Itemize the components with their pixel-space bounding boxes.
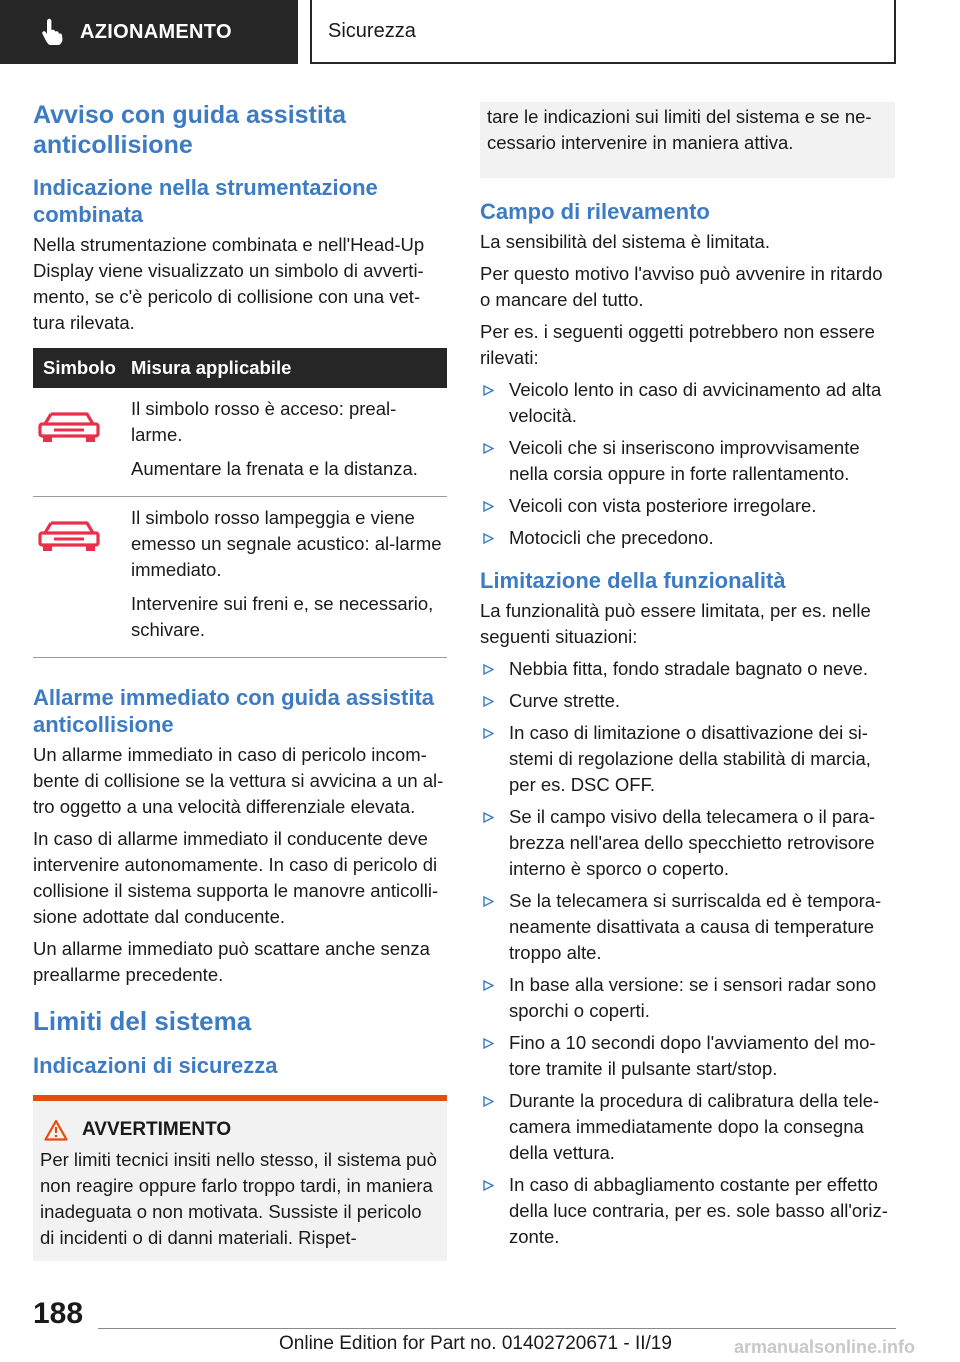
left-column	[33, 100, 447, 1261]
measure-text: Intervenire sui freni e, se necessario, schivare.	[131, 593, 434, 640]
table-row	[33, 497, 447, 658]
list-item-text: Motocicli che precedono.	[509, 527, 714, 548]
header-page-title: Sicurezza	[328, 19, 416, 42]
list-item-text: In caso di abbagliamento costante per effetto della luce contraria, per es. sole basso all'oriz-zonte.	[509, 1174, 888, 1247]
list-item-text: Se il campo visivo della telecamera o il para-brezza nell'area dello specchietto retrovisore interno è sporco o coperto.	[509, 806, 876, 879]
symbol-cell	[33, 388, 131, 497]
list-item-text: In base alla versione: se i sensori radar sono sporchi o coperti.	[509, 974, 877, 1021]
paragraph-instrument-display: Nella strumentazione combinata e nell'Head-Up Display viene visualizzato un simbolo di avverti-mento, se c'è pericolo di collisione con una vet-tura rilevata.	[33, 234, 425, 333]
triangle-bullet-icon	[483, 1038, 494, 1049]
header-section-label: AZIONAMENTO	[80, 20, 232, 43]
list-item	[480, 720, 895, 798]
warning-header	[40, 1119, 440, 1141]
list-item	[480, 435, 895, 487]
symbol-cell	[33, 497, 131, 658]
car-warning-icon	[37, 519, 101, 553]
heading-immediate-alarm: Allarme immediato con guida assistita anticollisione	[33, 685, 435, 737]
touch-hand-icon	[36, 17, 66, 47]
heading-safety-notes: Indicazioni di sicurezza	[33, 1053, 278, 1078]
paragraph-alarm-2: In caso di allarme immediato il conducente deve intervenire autonomamente. In caso di pericolo di collisione il sistema supporta le manovre anticolli-sione adottate dal conducente.	[33, 828, 439, 927]
heading-collision-warning: Avviso con guida assistita anticollisione	[33, 101, 347, 159]
list-item	[480, 377, 895, 429]
list-item	[480, 888, 895, 966]
heading-system-limits: Limiti del sistema	[33, 1006, 252, 1036]
list-item	[480, 688, 895, 714]
list-item-text: In caso di limitazione o disattivazione dei si-stemi di regolazione della stabilità di marcia, per es. DSC OFF.	[509, 722, 871, 795]
paragraph-range-1: La sensibilità del sistema è limitata.	[480, 231, 770, 252]
list-item-text: Veicoli che si inseriscono improvvisamente nella corsia oppure in forte rallentamento.	[509, 437, 860, 484]
measure-text: Aumentare la frenata e la distanza.	[131, 458, 418, 479]
measure-cell	[131, 388, 447, 497]
list-item-text: Durante la procedura di calibratura della tele-camera immediatamente dopo la consegna della vettura.	[509, 1090, 880, 1163]
triangle-bullet-icon	[483, 1096, 494, 1107]
paragraph-range-2: Per questo motivo l'avviso può avvenire in ritardo o mancare del tutto.	[480, 263, 883, 310]
heading-detection-range: Campo di rilevamento	[480, 199, 710, 224]
page-number: 188	[33, 1297, 84, 1330]
measure-column-header: Misura applicabile	[131, 348, 447, 388]
list-item	[480, 1088, 895, 1166]
list-item-text: Fino a 10 secondi dopo l'avviamento del mo-tore tramite il pulsante start/stop.	[509, 1032, 876, 1079]
triangle-bullet-icon	[483, 896, 494, 907]
warning-text-continued: tare le indicazioni sui limiti del sistema e se ne-cessario intervenire in maniera attiva.	[487, 106, 872, 153]
range-list	[480, 377, 895, 551]
triangle-bullet-icon	[483, 533, 494, 544]
list-item-text: Curve strette.	[509, 690, 621, 711]
triangle-bullet-icon	[483, 501, 494, 512]
paragraph-alarm-3: Un allarme immediato può scattare anche senza preallarme precedente.	[33, 938, 430, 985]
footer-watermark: armanualsonline.info	[734, 1337, 916, 1357]
list-item-text: Nebbia fitta, fondo stradale bagnato o neve.	[509, 658, 868, 679]
triangle-bullet-icon	[483, 980, 494, 991]
warning-box-continued	[480, 102, 895, 178]
list-item	[480, 1172, 895, 1250]
warning-box	[33, 1095, 447, 1261]
list-item-text: Veicolo lento in caso di avvicinamento ad alta velocità.	[509, 379, 882, 426]
triangle-bullet-icon	[483, 696, 494, 707]
header-page-title-box	[310, 0, 896, 64]
measure-cell	[131, 497, 447, 658]
warning-triangle-icon	[44, 1119, 68, 1141]
paragraph-alarm-1: Un allarme immediato in caso di pericolo incom-bente di collisione se la vettura si avvicina a un al-tro oggetto a una velocità differenziale elevata.	[33, 744, 444, 817]
list-item	[480, 656, 895, 682]
paragraph-range-3: Per es. i seguenti oggetti potrebbero non essere rilevati:	[480, 321, 875, 368]
triangle-bullet-icon	[483, 728, 494, 739]
heading-function-limitation: Limitazione della funzionalità	[480, 568, 786, 593]
warning-text: Per limiti tecnici insiti nello stesso, il sistema può non reagire oppure farlo troppo tardi, in maniera inadeguata o non motivata. Sussiste il pericolo di incidenti o di danni materiali. Rispet-	[40, 1149, 437, 1248]
header-section-tab	[0, 0, 298, 64]
triangle-bullet-icon	[483, 385, 494, 396]
list-item	[480, 972, 895, 1024]
list-item-text: Veicoli con vista posteriore irregolare.	[509, 495, 817, 516]
list-item	[480, 525, 895, 551]
footer-edition: Online Edition for Part no. 01402720671 - II/19	[279, 1333, 672, 1354]
triangle-bullet-icon	[483, 812, 494, 823]
table-row	[33, 388, 447, 497]
function-list	[480, 656, 895, 1250]
right-column	[480, 102, 895, 1256]
triangle-bullet-icon	[483, 1180, 494, 1191]
footer-divider	[98, 1328, 896, 1329]
measure-text: Il simbolo rosso lampeggia e viene emesso un segnale acustico: al-larme immediato.	[131, 507, 442, 580]
list-item	[480, 1030, 895, 1082]
triangle-bullet-icon	[483, 664, 494, 675]
car-warning-icon	[37, 410, 101, 444]
warning-title: AVVERTIMENTO	[82, 1119, 232, 1140]
list-item	[480, 804, 895, 882]
list-item-text: Se la telecamera si surriscalda ed è tempora-neamente disattivata a causa di temperature troppo alte.	[509, 890, 882, 963]
symbol-column-header: Simbolo	[33, 348, 131, 388]
heading-instrument-display: Indicazione nella strumentazione combinata	[33, 175, 378, 227]
symbol-table-header	[33, 348, 447, 388]
paragraph-function: La funzionalità può essere limitata, per es. nelle seguenti situazioni:	[480, 600, 871, 647]
triangle-bullet-icon	[483, 443, 494, 454]
measure-text: Il simbolo rosso è acceso: preal-larme.	[131, 398, 397, 445]
list-item	[480, 493, 895, 519]
symbol-table	[33, 348, 447, 658]
